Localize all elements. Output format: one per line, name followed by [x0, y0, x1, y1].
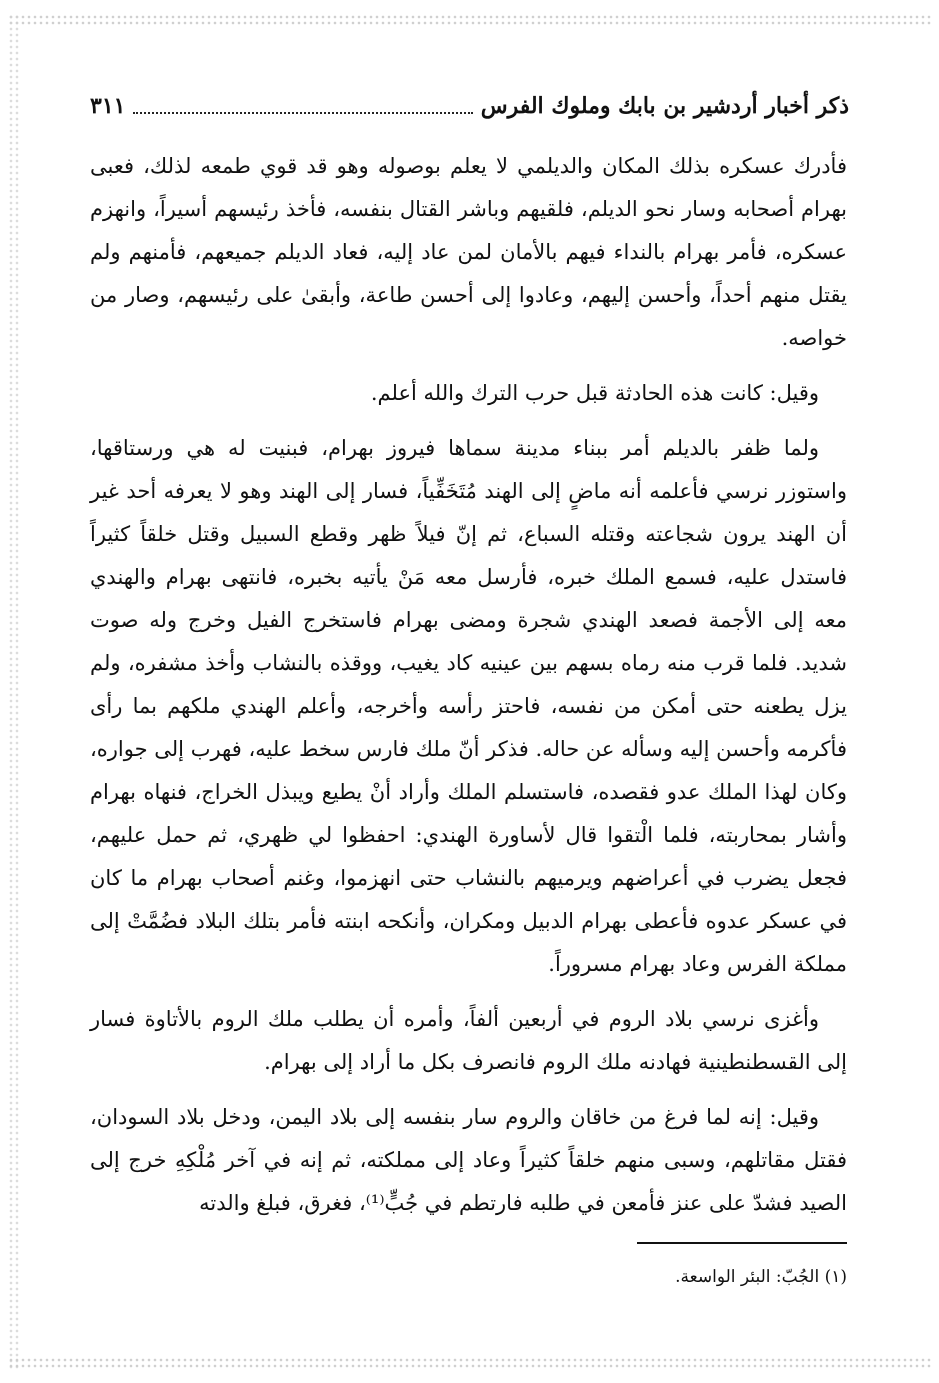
footnote: (١) الجُبّ: البئر الواسعة. — [675, 1267, 847, 1287]
page-title: ذكر أخبار أردشير بن بابك وملوك الفرس — [480, 93, 849, 119]
paragraph: وقيل: كانت هذه الحادثة قبل حرب الترك والله أعلم. — [370, 381, 819, 405]
paragraph: وقيل: إنه لما فرغ من خاقان والروم سار بنفسه إلى بلاد اليمن، ودخل بلاد السودان، فقتل مقاتلهم، وسبى منهم خلقاً كثيراً وعاد إلى مملكته، ثم إنه في آخر مُلْكِهِ خرج إلى الصيد فشدّ على عنز فأمعن في طلبه فارتطم في جُبٍّ⁽¹⁾، فغرق، فبلغ والدته — [90, 1105, 847, 1215]
left-ornamental-border — [8, 14, 20, 1369]
page-number: ٣١١ — [90, 93, 126, 119]
footnote-separator — [637, 1242, 847, 1244]
paragraph: وأغزى نرسي بلاد الروم في أربعين ألفاً، وأمره أن يطلب ملك الروم بالأتاوة فسار إلى القسطنطينية فهادنه ملك الروم فانصرف بكل ما أراد إلى بهرام. — [90, 1007, 847, 1074]
header-dotted-leader — [133, 110, 472, 114]
page-header — [90, 86, 849, 126]
paragraph: ولما ظفر بالديلم أمر ببناء مدينة سماها فيروز بهرام، فبنيت له هي ورستاقها، واستوزر نرسي فأعلمه أنه ماضٍ إلى الهند مُتَخَفِّياً، فسار إلى الهند وهو لا يعرفه أحد غير أن الهند يرون شجاعته وقتله السباع، ثم إنّ فيلاً ظهر وقطع السبيل وقتل خلقاً كثيراً فاستدل عليه، فسمع الملك خبره، فأرسل معه مَنْ يأتيه بخبره، فانتهى بهرام والهندي معه إلى الأجمة فصعد الهندي شجرة ومضى بهرام فاستخرج الفيل وخرج وله صوت شديد. فلما قرب منه رماه بسهم بين عينيه كاد يغيب، ووقذه بالنشاب وأخذ مشفره، ولم يزل يطعنه حتى أمكن من نفسه، فاحتز رأسه وأخرجه، وأعلم الهندي ملكهم بما رأى فأكرمه وأحسن إليه وسأله عن حاله. فذكر أنّ ملك فارس سخط عليه، فهرب إلى جواره، وكان لهذا الملك عدو فقصده، فاستسلم الملك وأراد أنْ يطيع ويبذل الخراج، فنهاه بهرام وأشار بمحاربته، فلما الْتقوا قال لأساورة الهندي: احفظوا لي ظهري، ثم حمل عليهم، فجعل يضرب في أعراضهم ويرميهم بالنشاب حتى انهزموا، وغنم أصحاب بهرام ما كان في عسكر عدوه فأعطى بهرام الدبيل ومكران، وأنكحه ابنته فأمر بتلك البلاد فضُمَّتْ إلى مملكة الفرس وعاد بهرام مسروراً. — [90, 436, 847, 976]
bottom-ornamental-border — [8, 1357, 931, 1369]
body-text — [90, 145, 847, 1225]
top-ornamental-border — [8, 14, 931, 26]
paragraph: فأدرك عسكره بذلك المكان والديلمي لا يعلم بوصوله وهو قد قوي طمعه لذلك، فعبى بهرام أصحابه وسار نحو الديلم، فلقيهم وباشر القتال بنفسه، فأخذ رئيسهم أسيراً، وانهزم عسكره، فأمر بهرام بالنداء فيهم بالأمان لمن عاد إليه، فعاد الديلم جميعهم، فأمنهم ولم يقتل منهم أحداً، وأحسن إليهم، وعادوا إلى أحسن طاعة، وأبقىٰ على رئيسهم، وصار من خواصه. — [90, 154, 847, 350]
